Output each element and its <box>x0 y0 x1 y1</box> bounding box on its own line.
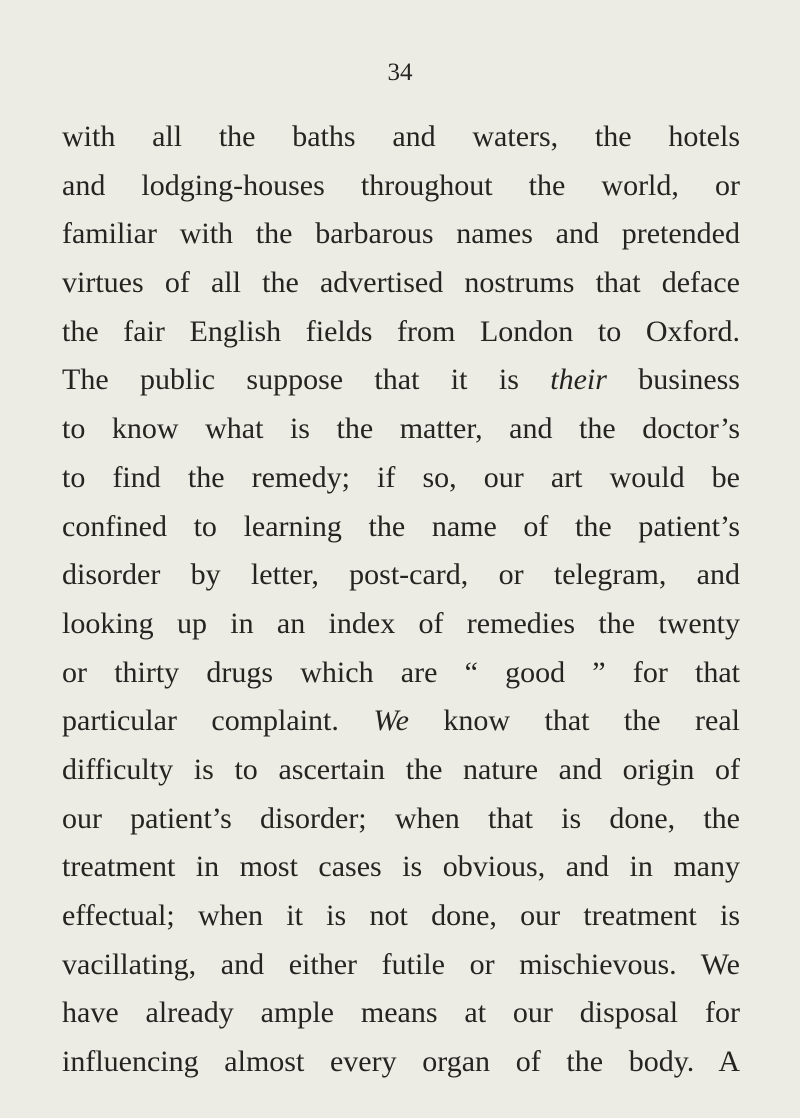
text-run: business <box>606 363 740 397</box>
text-line <box>62 1038 740 1087</box>
text-line <box>62 503 740 552</box>
text-run: particular complaint. <box>62 704 374 738</box>
text-run: vacillating, and either futile or mischievous. We <box>62 947 740 981</box>
text-line <box>62 113 740 162</box>
italic-text: We <box>373 704 409 738</box>
text-run: the fair English fields from London to Oxford. <box>62 314 740 348</box>
text-run: have already ample means at our disposal for <box>62 996 740 1030</box>
text-run: looking up in an index of remedies the twenty <box>62 606 740 640</box>
body-text <box>62 113 740 1087</box>
text-run: or thirty drugs which are “ good ” for that <box>62 655 740 689</box>
text-line <box>62 356 740 405</box>
text-run: The public suppose that it is <box>62 363 551 397</box>
text-run: influencing almost every organ of the body. A <box>62 1045 740 1079</box>
text-line <box>62 600 740 649</box>
text-line <box>62 405 740 454</box>
text-line <box>62 454 740 503</box>
italic-text: their <box>550 363 607 397</box>
text-line <box>62 795 740 844</box>
text-run: effectual; when it is not done, our treatment is <box>62 899 740 932</box>
text-run: know that the real <box>408 704 740 738</box>
text-run: disorder by letter, post-card, or telegram, and <box>62 558 740 592</box>
page-number: 34 <box>387 59 413 86</box>
text-run: virtues of all the advertised nostrums that deface <box>62 266 740 300</box>
text-run: confined to learning the name of the patient’s <box>62 509 740 543</box>
text-line <box>62 697 740 746</box>
text-run: to find the remedy; if so, our art would be <box>62 460 740 494</box>
text-line <box>62 843 740 892</box>
text-line <box>62 210 740 259</box>
text-line <box>62 941 740 990</box>
text-run: to know what is the matter, and the doctor’s <box>62 412 740 446</box>
text-line <box>62 989 740 1038</box>
text-line <box>62 259 740 308</box>
text-run: difficulty is to ascertain the nature and origin of <box>62 752 740 786</box>
text-line <box>62 892 740 941</box>
text-line <box>62 551 740 600</box>
text-line <box>62 746 740 795</box>
text-run: our patient’s disorder; when that is done, the <box>62 801 740 835</box>
text-line <box>62 162 740 211</box>
text-run: with all the baths and waters, the hotels <box>62 120 740 153</box>
text-run: and lodging-houses throughout the world, or <box>62 168 740 202</box>
text-line <box>62 308 740 357</box>
text-run: treatment in most cases is obvious, and in many <box>62 850 740 884</box>
text-run: familiar with the barbarous names and pretended <box>62 217 740 251</box>
text-line <box>62 649 740 698</box>
